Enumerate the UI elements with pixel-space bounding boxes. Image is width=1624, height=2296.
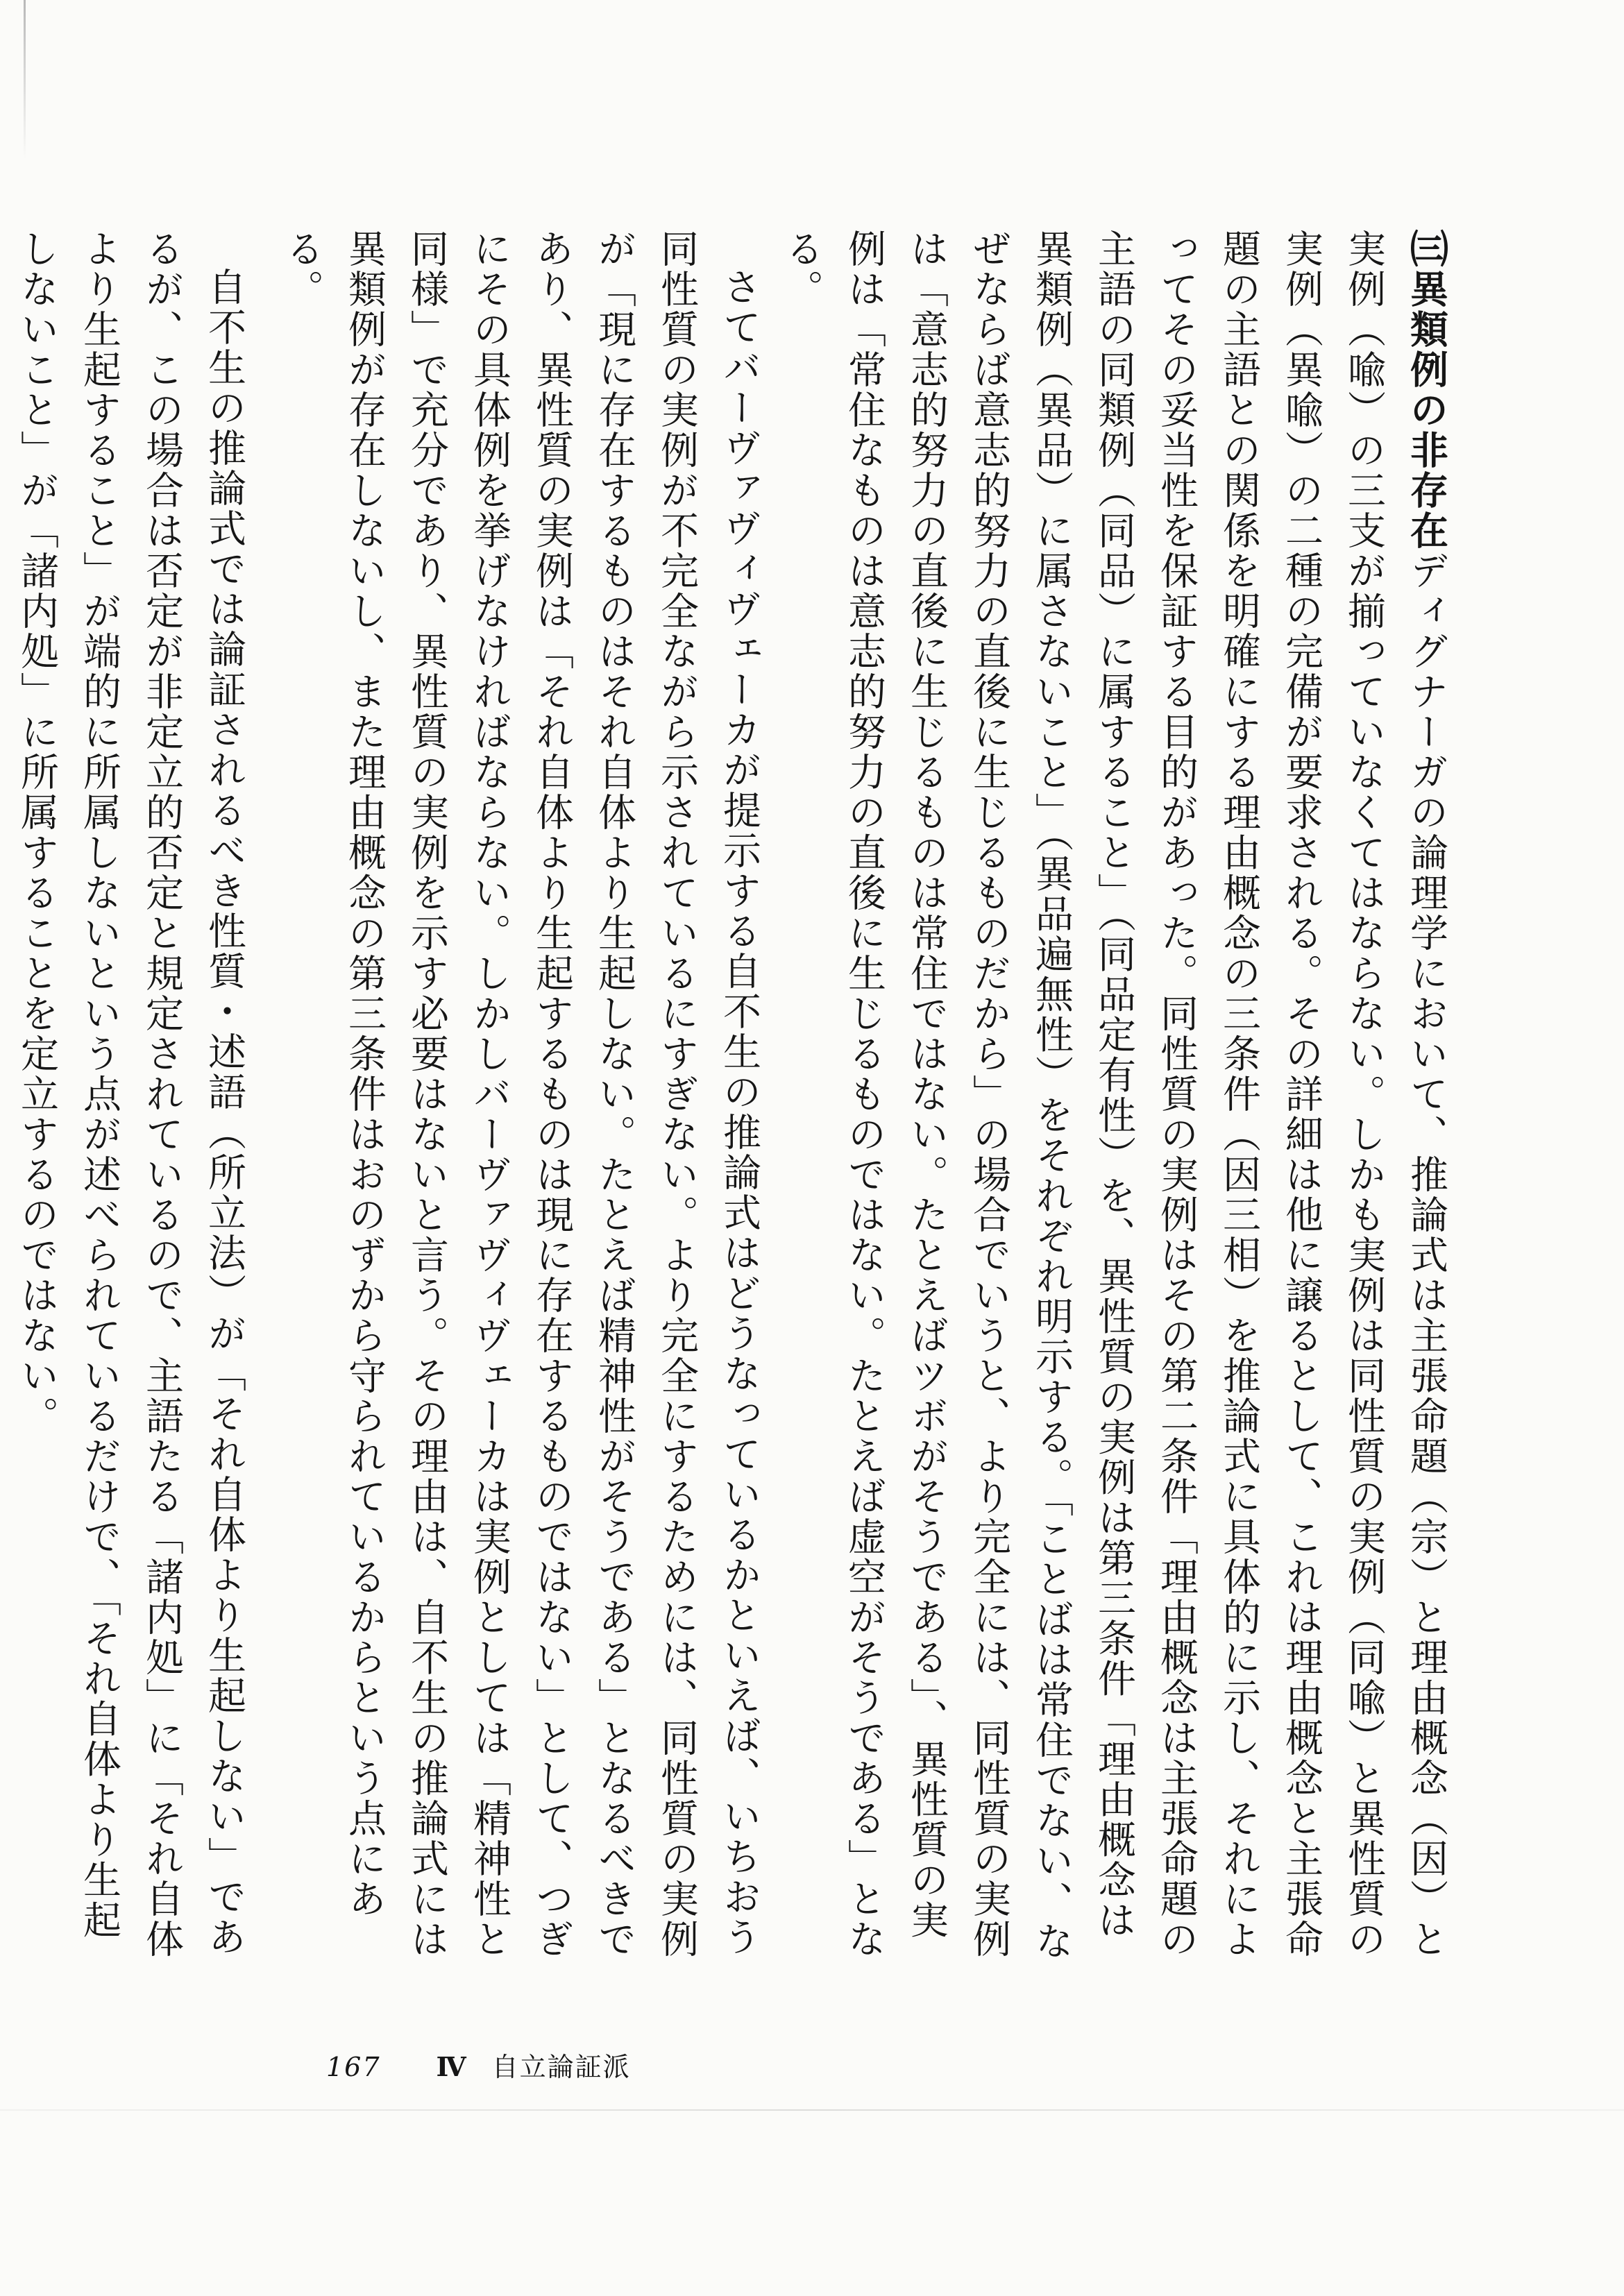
page-footer xyxy=(326,2046,631,2084)
paragraph-3: 自不生の推論式では論証されるべき性質・述語（所立法）が「それ自体より生起しない」であるが、この場合は否定が非定立的否定と規定されているので、主語たる「諸内処」に「それ自体より生起すること」が端的に所属しないという点が述べられているだけで、「それ自体より生起しないこと」が「諸内処」に所属することを定立するのではない。 xyxy=(15,229,246,1959)
body-text xyxy=(15,229,1457,1974)
section-number: ㈢ xyxy=(1404,229,1448,269)
section-heading xyxy=(1404,229,1448,551)
paragraph-1-text: ディグナーガの論理学において、推論式は主張命題（宗）と理由概念（因）と実例（喩）の三支が揃っていなくてはならない。しかも実例は同性質の実例（同喩）と異性質の実例（異喩）の二種の完備が要求される。その詳細は他に譲るとして、これは理由概念と主張命題の主語との関係を明確にする理由概念の三条件（因三相）を推論式に具体的に示し、それによってその妥当性を保証する目的があった。同性質の実例はその第二条件「理由概念は主張命題の主語の同類例（同品）に属すること」（同品定有性）を、異性質の実例は第三条件「理由概念は異類例（異品）に属さないこと」（異品遍無性）をそれぞれ明示する。「ことばは常住でない、なぜならば意志的努力の直後に生じるものだから」の場合でいうと、より完全には、同性質の実例は「意志的努力の直後に生じるものは常住ではない。たとえばツボがそうである」、異性質の実例は「常住なものは意志的努力の直後に生じるものではない。たとえば虚空がそうである」となる。 xyxy=(779,229,1448,1962)
page-divider xyxy=(0,2109,1624,2111)
page-number: 167 xyxy=(326,2052,381,2082)
paragraph-1 xyxy=(770,229,1457,1974)
paragraph-2: さてバーヴァヴィヴェーカが提示する自不生の推論式はどうなっているかといえば、いちおう同性質の実例が不完全ながら示されているにすぎない。より完全にするためには、同性質の実例が「現に存在するものはそれ自体より生起しない。たとえば精神性がそうである」となるべきであり、異性質の実例は「それ自体より生起するものは現に存在するものではない」として、つぎにその具体例を挙げなければならない。しかしバーヴァヴィヴェーカは実例としては「精神性と同様」で充分であり、異性質の実例を示す必要はないと言う。その理由は、自不生の推論式には異類例が存在しないし、また理由概念の第三条件はおのずから守られているからという点にある。 xyxy=(280,229,761,1959)
chapter-title: 自立論証派 xyxy=(491,2052,631,2082)
section-title: 異類例の非存在 xyxy=(1404,269,1448,551)
chapter-numeral: Ⅳ xyxy=(436,2051,468,2082)
scan-edge-mark xyxy=(24,0,26,160)
